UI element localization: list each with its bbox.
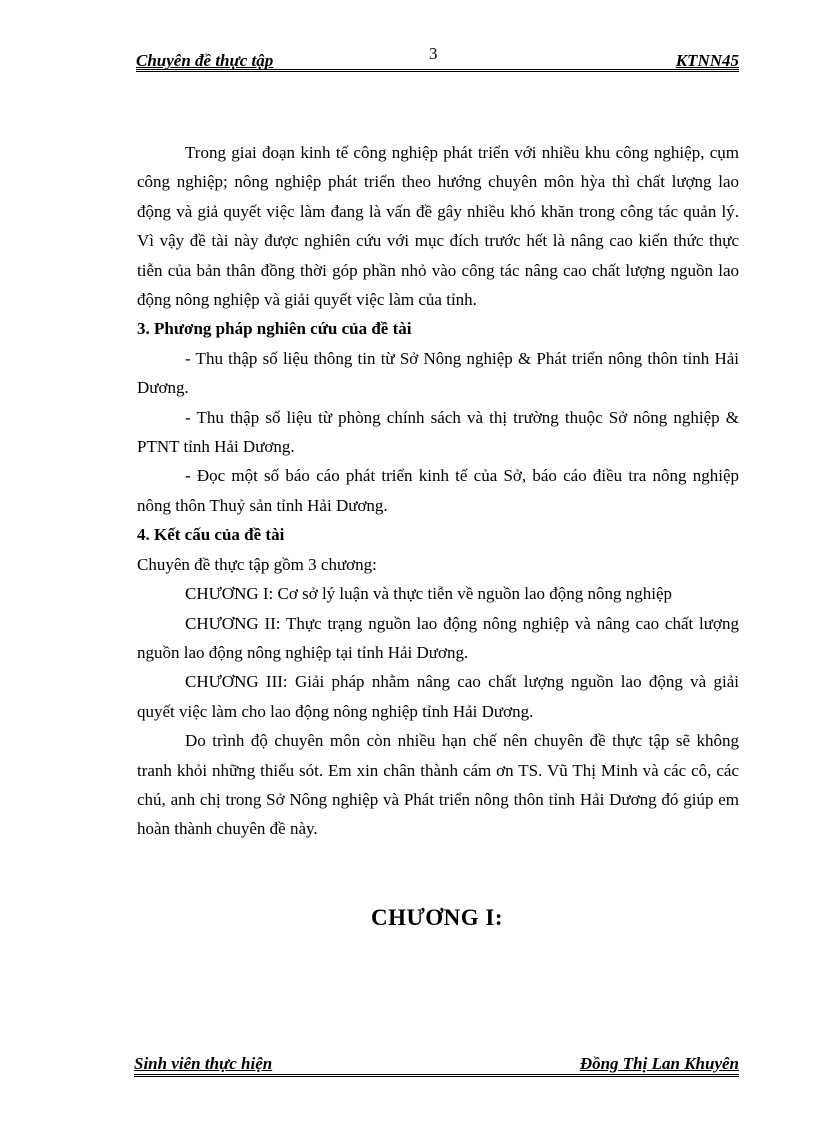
section-3-item: - Thu thập số liệu từ phòng chính sách và thị trường thuộc Sở nông nghiệp & PTNT tỉnh Hải Dương. (137, 407, 739, 457)
section-4-heading: 4. Kết cấu của đề tài (137, 525, 285, 545)
header-document-type: Chuyên đề thực tập (136, 51, 274, 70)
footer-author-name: Đồng Thị Lan Khuyên (579, 1054, 739, 1073)
chapter-title: CHƯƠNG I: (370, 905, 504, 930)
intro-paragraph: Trong giai đoạn kinh tế công nghiệp phát triển với nhiều khu công nghiệp, cụm công nghiệp; nông nghiệp phát triển theo hướng chuyên môn hỳa thì chất lượng lao động và giả quyết việc làm đang là vấn đề gây nhiều khó khăn trong công tác quản lý. Vì vậy đề tài này được nghiên cứu với mục đích trước hết là nâng cao kiến thức thực tiễn của bản thân đồng thời góp phần nhỏ vào công tác nâng cao chất lượng nguồn lao động nông nghiệp và giải quyết việc làm của tỉnh. (137, 143, 739, 310)
footer-role-label: Sinh viên thực hiện (134, 1054, 273, 1073)
page-body (137, 138, 739, 844)
section-3-heading: 3. Phương pháp nghiên cứu của đề tài (137, 319, 412, 339)
footer-divider (134, 1074, 739, 1077)
page-number: 3 (429, 44, 438, 63)
section-3-item: - Đọc một số báo cáo phát triển kinh tế của Sở, báo cáo điều tra nông nghiệp nông thôn Thuỷ sản tỉnh Hải Dương. (137, 466, 739, 515)
section-4-intro: Chuyên đề thực tập gồm 3 chương: (137, 554, 377, 574)
header-divider (136, 69, 739, 72)
chapter-summary: CHƯƠNG II: Thực trạng nguồn lao động nông nghiệp và nâng cao chất lượng nguồn lao động nông nghiệp tại tỉnh Hải Dương. (137, 613, 739, 662)
page-footer (134, 1054, 739, 1076)
header-class-code: KTNN45 (675, 51, 739, 70)
chapter-summary: CHƯƠNG III: Giải pháp nhằm nâng cao chất lượng nguồn lao động và giải quyết việc làm cho lao động nông nghiệp tỉnh Hải Dương. (137, 672, 739, 721)
page-header (136, 44, 739, 68)
chapter-summary: CHƯƠNG I: Cơ sở lý luận và thực tiễn về nguồn lao động nông nghiệp (185, 584, 673, 604)
closing-paragraph: Do trình độ chuyên môn còn nhiều hạn chế nên chuyên đề thực tập sẽ không tranh khỏi những thiếu sót. Em xin chân thành cám ơn TS. Vũ Thị Minh và các cô, các chú, anh chị trong Sở Nông nghiệp và Phát triển nông thôn tỉnh Hải Dương đó giúp em hoàn thành chuyên đề này. (137, 731, 739, 839)
section-3-item: - Thu thập số liệu thông tin từ Sở Nông nghiệp & Phát triển nông thôn tỉnh Hải Dương. (137, 348, 739, 398)
